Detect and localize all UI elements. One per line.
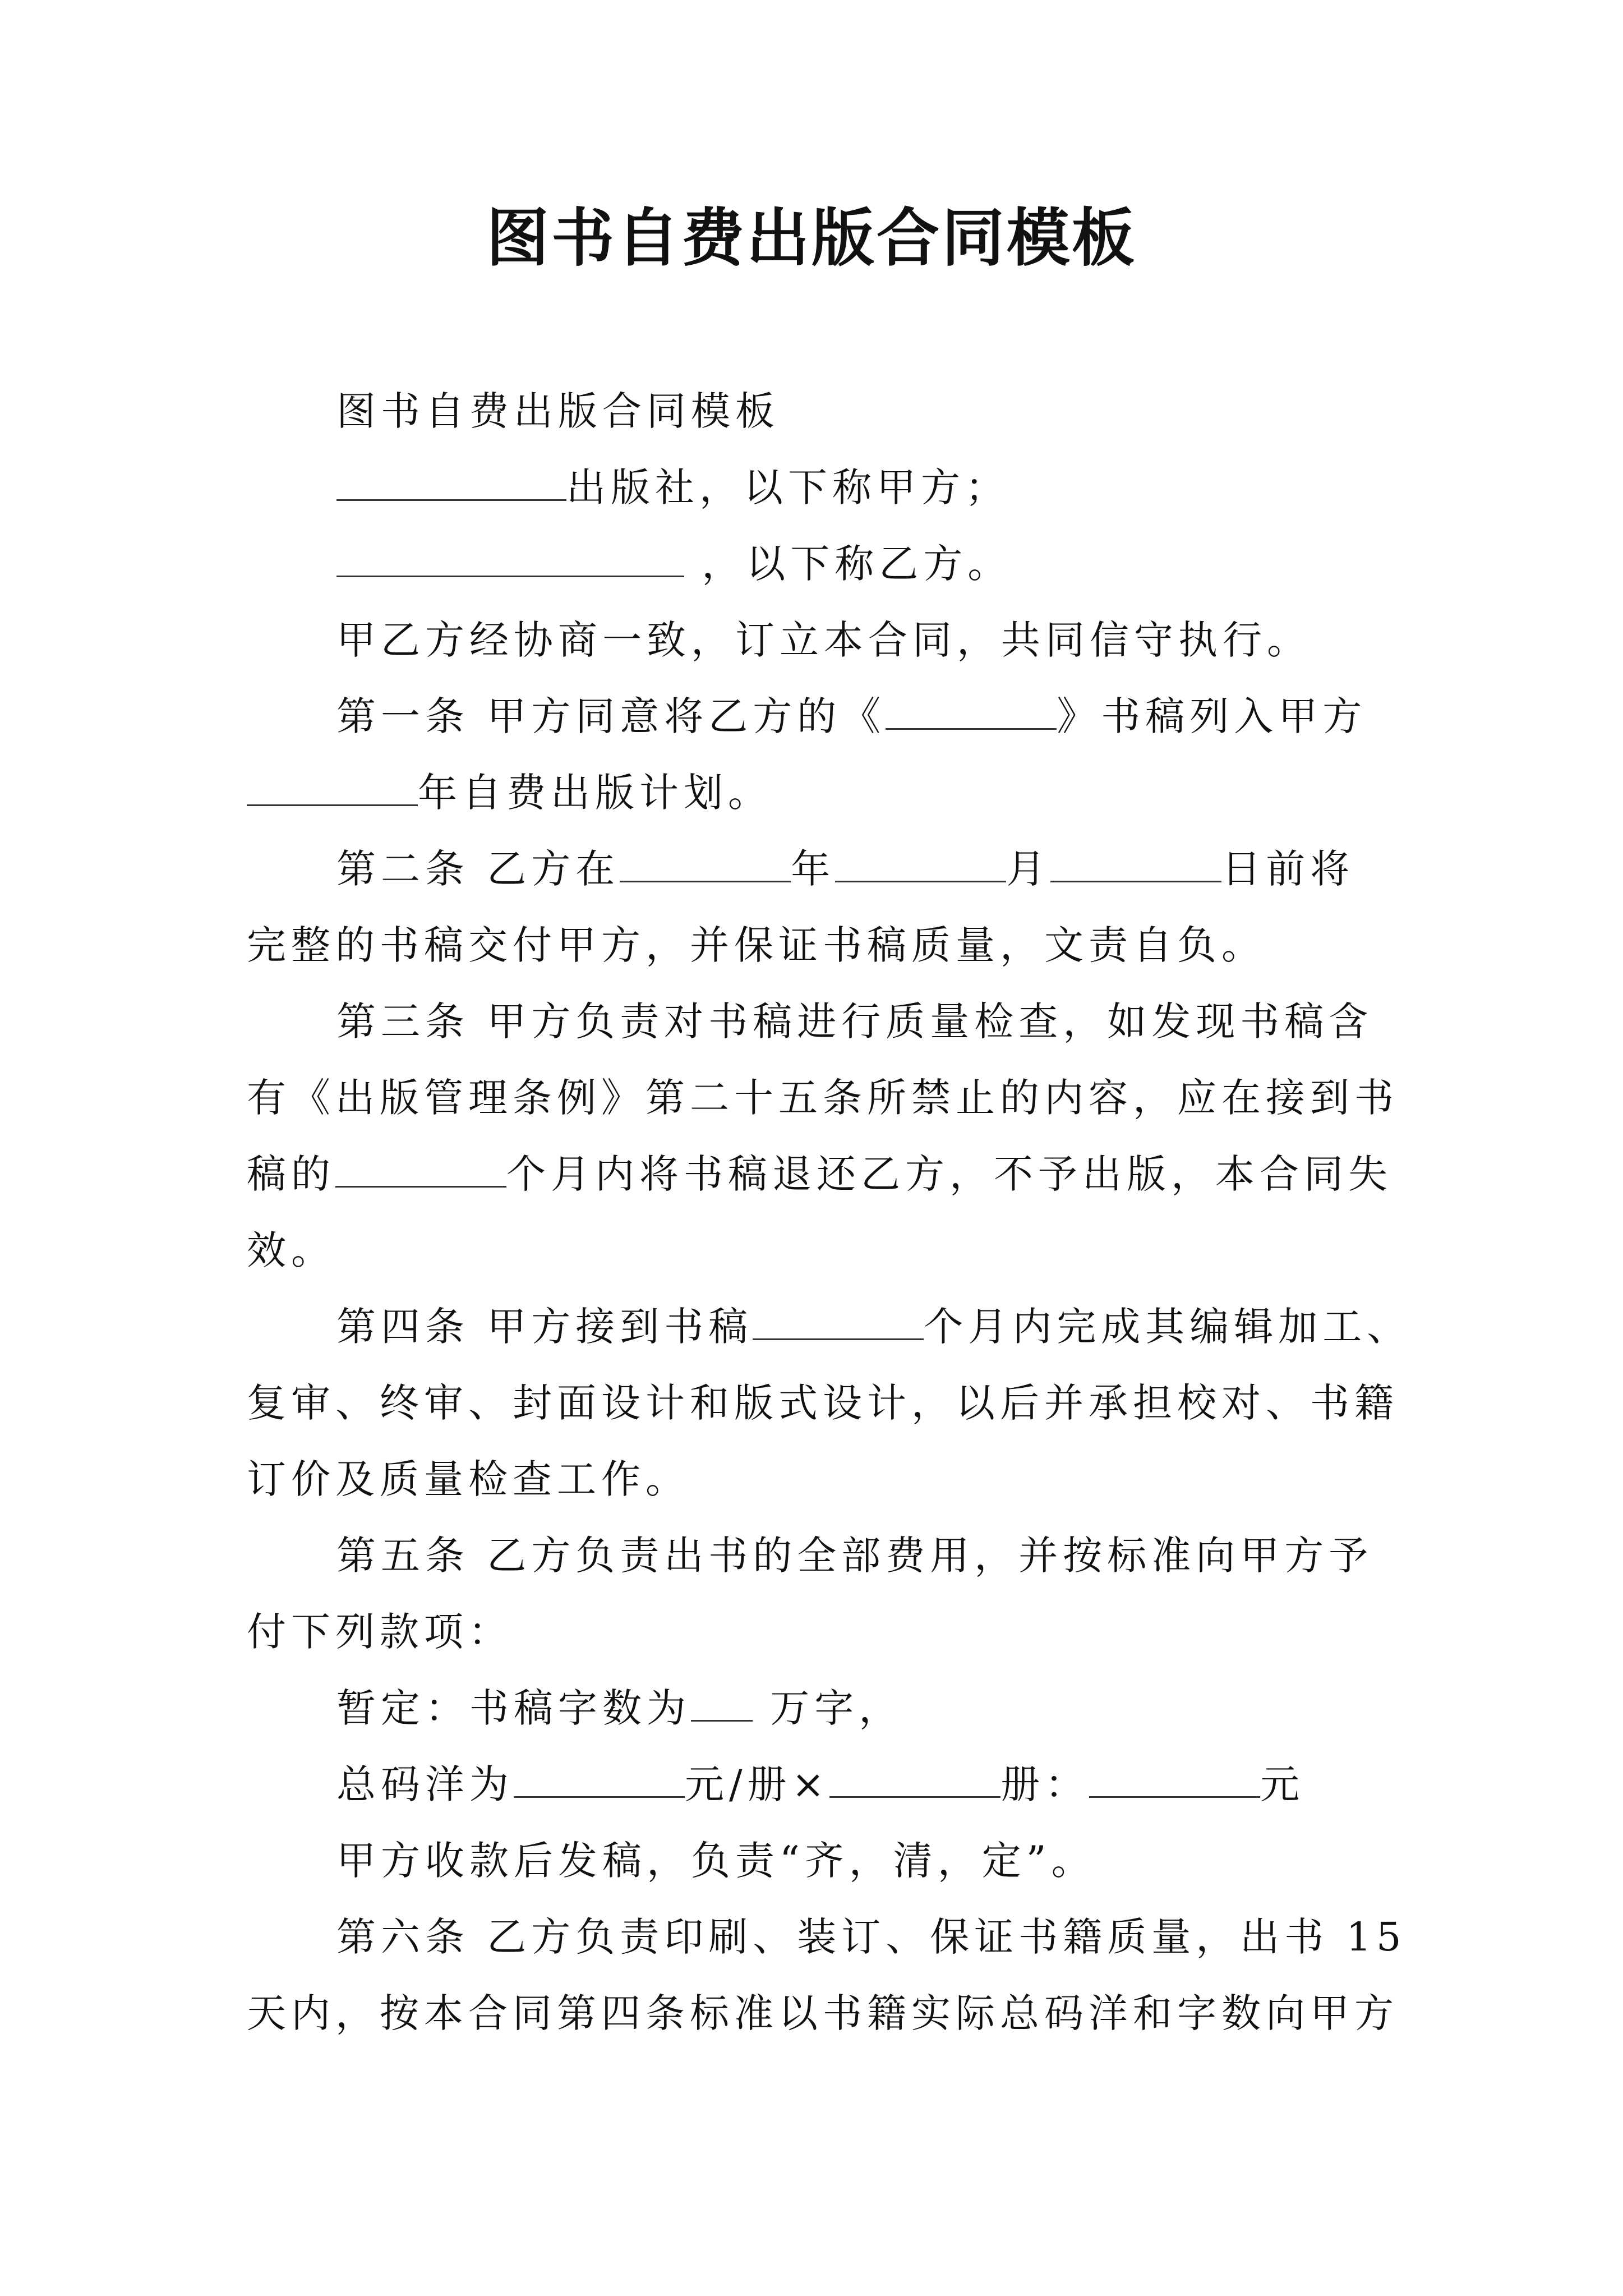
article-2-line-1	[247, 831, 1391, 907]
article-5-text: 万字，	[753, 1685, 903, 1731]
article-5-line-3	[247, 1670, 1391, 1746]
article-4-text: 订价及质量检查工作。	[247, 1456, 690, 1502]
article-4-line-2	[247, 1365, 1399, 1441]
article-2-line-2	[247, 907, 1391, 983]
article-2-text: 日前将	[1221, 846, 1355, 892]
article-5-line-1	[247, 1517, 1391, 1594]
article-1-text: 年自费出版计划。	[418, 770, 772, 816]
blank-field	[336, 541, 684, 577]
blank-field	[514, 1761, 685, 1798]
article-5-text: 元	[1260, 1761, 1305, 1807]
article-3-text: 个月内将书稿退还乙方，不予出版，本合同失	[506, 1151, 1393, 1197]
blank-field	[336, 464, 566, 501]
article-2-text: 完整的书稿交付甲方，并保证书稿质量，文责自负。	[247, 922, 1266, 968]
article-1-text: 第一条 甲方同意将乙方的《	[336, 693, 886, 739]
subtitle: 图书自费出版合同模板	[336, 388, 780, 434]
blank-field	[620, 846, 791, 882]
party-b-line	[247, 526, 1391, 602]
article-3-text: 第三条 甲方负责对书稿进行质量检查，如发现书稿含	[336, 999, 1373, 1045]
article-5-line-4	[247, 1746, 1391, 1823]
article-4-line-3	[247, 1441, 1391, 1517]
article-3-text: 效。	[247, 1227, 335, 1273]
subtitle-line	[247, 373, 1391, 449]
article-1-line-1	[247, 678, 1391, 754]
article-3-text: 稿的	[247, 1151, 335, 1197]
document-title: 图书自费出版合同模板	[486, 201, 1137, 275]
article-5-line-5	[247, 1823, 1391, 1899]
article-5-text: 付下列款项：	[247, 1609, 513, 1655]
intro-text: 甲乙方经协商一致，订立本合同，共同信守执行。	[336, 617, 1311, 663]
article-4-text: 个月内完成其编辑加工、	[924, 1304, 1412, 1350]
article-3-line-2	[247, 1060, 1399, 1136]
article-4-text: 第四条 甲方接到书稿	[336, 1304, 753, 1350]
blank-field	[835, 846, 1006, 882]
blank-field	[1050, 846, 1221, 882]
article-6-text: 第六条 乙方负责印刷、装订、保证书籍质量，出书 15	[336, 1914, 1407, 1960]
article-2-text: 年	[791, 846, 836, 892]
article-5-text: 总码洋为	[336, 1761, 514, 1807]
article-3-line-3	[247, 1136, 1391, 1212]
blank-field	[886, 693, 1057, 730]
party-b-text: ，以下称乙方。	[702, 541, 1012, 587]
article-6-line-2	[247, 1975, 1399, 2051]
article-5-text: 甲方收款后发稿，负责“齐，清，定”。	[336, 1838, 1096, 1884]
blank-field	[335, 1151, 506, 1188]
article-2-text: 第二条 乙方在	[336, 846, 620, 892]
article-6-text: 天内，按本合同第四条标准以书籍实际总码洋和字数向甲方	[247, 1990, 1399, 2036]
article-6-line-1	[247, 1899, 1407, 1975]
blank-field	[691, 1685, 753, 1722]
article-5-text: 第五条 乙方负责出书的全部费用，并按标准向甲方予	[336, 1533, 1373, 1579]
party-a-line	[247, 449, 1391, 526]
article-3-line-4	[247, 1212, 1391, 1289]
blank-field	[753, 1304, 924, 1340]
document-body	[247, 373, 1412, 2051]
article-1-text: 》书稿列入甲方	[1057, 693, 1367, 739]
article-5-text: 册：	[1000, 1761, 1090, 1807]
blank-field	[1089, 1761, 1260, 1798]
article-3-text: 有《出版管理条例》第二十五条所禁止的内容，应在接到书	[247, 1075, 1399, 1121]
blank-field	[247, 770, 418, 806]
article-1-line-2	[247, 754, 1391, 831]
article-4-text: 复审、终审、封面设计和版式设计，以后并承担校对、书籍	[247, 1380, 1399, 1426]
article-3-line-1	[247, 983, 1391, 1060]
article-5-text: 暂定：书稿字数为	[336, 1685, 691, 1731]
article-5-text: 元/册×	[685, 1761, 830, 1807]
article-4-line-1	[247, 1289, 1412, 1365]
blank-field	[829, 1761, 1000, 1798]
article-2-text: 月	[1006, 846, 1051, 892]
intro-line	[247, 602, 1391, 678]
article-5-line-2	[247, 1594, 1391, 1670]
party-a-text: 出版社，以下称甲方；	[566, 464, 1009, 510]
